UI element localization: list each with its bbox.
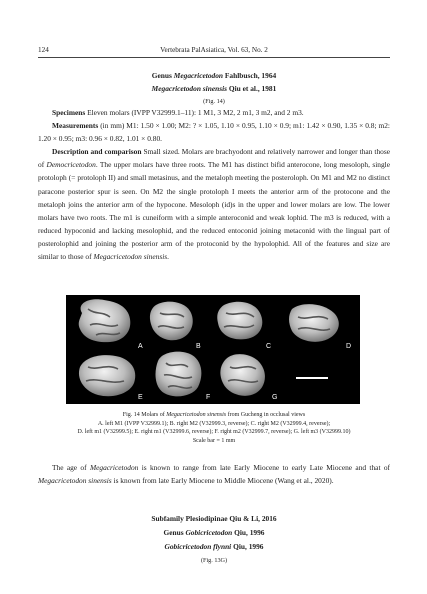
figure-reference: (Fig. 14) <box>203 98 225 105</box>
label-a: A <box>138 343 143 350</box>
measurements-paragraph: Measurements (in mm) M1: 1.50 × 1.00; M2: ? × 1.05, 1.10 × 0.95, 1.10 × 0.9; m1: 1.42 × 0.90, 1.35 × 0.8; m2: 1.20 × 0.95; m3: 0.96 × 0.82, 1.01 × 0.80. <box>38 121 390 144</box>
caption-line-3: D. left m1 (V32999.5); E. right m1 (V32999.6, reverse); F. right m2 (V32999.7, reverse); G. left m3 (V32999.10) <box>77 429 351 436</box>
label-c: C <box>266 343 272 350</box>
molar-c <box>217 302 262 340</box>
caption-line-1: Fig. 14 Molars of Megacricetodon sinensis from Gucheng in occlusal views <box>122 412 306 418</box>
species-heading: Megacricetodon sinensis Qiu et al., 1981 <box>151 84 277 93</box>
scale-bar <box>296 377 328 379</box>
figure-caption <box>38 411 390 445</box>
specimens-label: Specimens <box>52 108 86 117</box>
label-f: F <box>206 394 211 401</box>
description-paragraph: Description and comparison Small sized. Molars are brachyodont and relatively narrower and longer than those of Democricetodon. The upper molars have three roots. The M1 has distinct bifid anterocone, long mesoloph, single protoloph (= protoloph II) and small metasinus, and the metaloph meeting the posteroloph. On M1 and M2 no distinct paracone posterior spur is seen. On M2 the single protoloph I meets the anterior arm of the protocone and the metaloph joins the anterior arm of the hypocone. Mesoloph (id)s in the upper and lower molars are low. The lower molars have two roots. The m1 is cuneiform with a simple anteroconid and weak lophid. The m3 is reduced, with a reduced hypoconid and lacking mesolophid, and the reduced entoconid joining metaconid with the lingual part of posterolophid and joining the posterior arm of the protoconid by the hypolophid. All of the features and size are similar to those of Megacricetodon sinensis. <box>38 147 390 262</box>
caption-line-4: Scale bar = 1 mm <box>192 437 236 444</box>
label-g: G <box>272 394 278 401</box>
body-text <box>38 106 390 263</box>
genus-heading: Genus Megacricetodon Fahlbusch, 1964 <box>151 71 277 80</box>
age-paragraph: The age of Megacricetodon is known to range from late Early Miocene to early Late Miocene and that of Megacricetodon sinensis is known from late Early Miocene to Middle Miocene (Wang et al., 2020). <box>38 463 391 486</box>
journal-title: Vertebrata PalAsiatica, Vol. 63, No. 2 <box>160 46 268 54</box>
caption-line-2: A. left M1 (IVPP V32999.1); B. right M2 (V32999.3, reverse); C. right M2 (V32999.4, reverse); <box>97 420 331 427</box>
page-number: 124 <box>38 46 49 54</box>
label-e: E <box>138 394 143 401</box>
genus-name: Megacricetodon <box>173 71 224 80</box>
species2-heading: Gobicricetodon flynni Qiu, 1996 <box>164 542 264 551</box>
species-name: Megacricetodon sinensis <box>151 84 228 93</box>
header-rule <box>38 57 390 58</box>
genus2-heading: Genus Gobicricetodon Qiu, 1996 <box>163 528 265 537</box>
measurements-label: Measurements <box>52 121 99 131</box>
subfamily-heading: Subfamily Plesiodipinae Qiu & Li, 2016 <box>151 514 277 523</box>
label-d: D <box>346 343 352 350</box>
species2-name: Gobicricetodon flynni <box>164 542 232 551</box>
specimens-paragraph: Specimens Eleven molars (IVPP V32999.1–11): 1 M1, 3 M2, 2 m1, 3 m2, and 2 m3. <box>52 108 304 117</box>
molar-f <box>156 352 202 397</box>
molar-plate-image <box>66 295 360 404</box>
description-label: Description and comparison <box>52 147 142 157</box>
label-b: B <box>196 343 201 350</box>
figure-reference-2: (Fig. 13G) <box>200 557 228 564</box>
genus2-name: Gobicricetodon <box>185 528 233 537</box>
figure-plate <box>66 295 360 404</box>
